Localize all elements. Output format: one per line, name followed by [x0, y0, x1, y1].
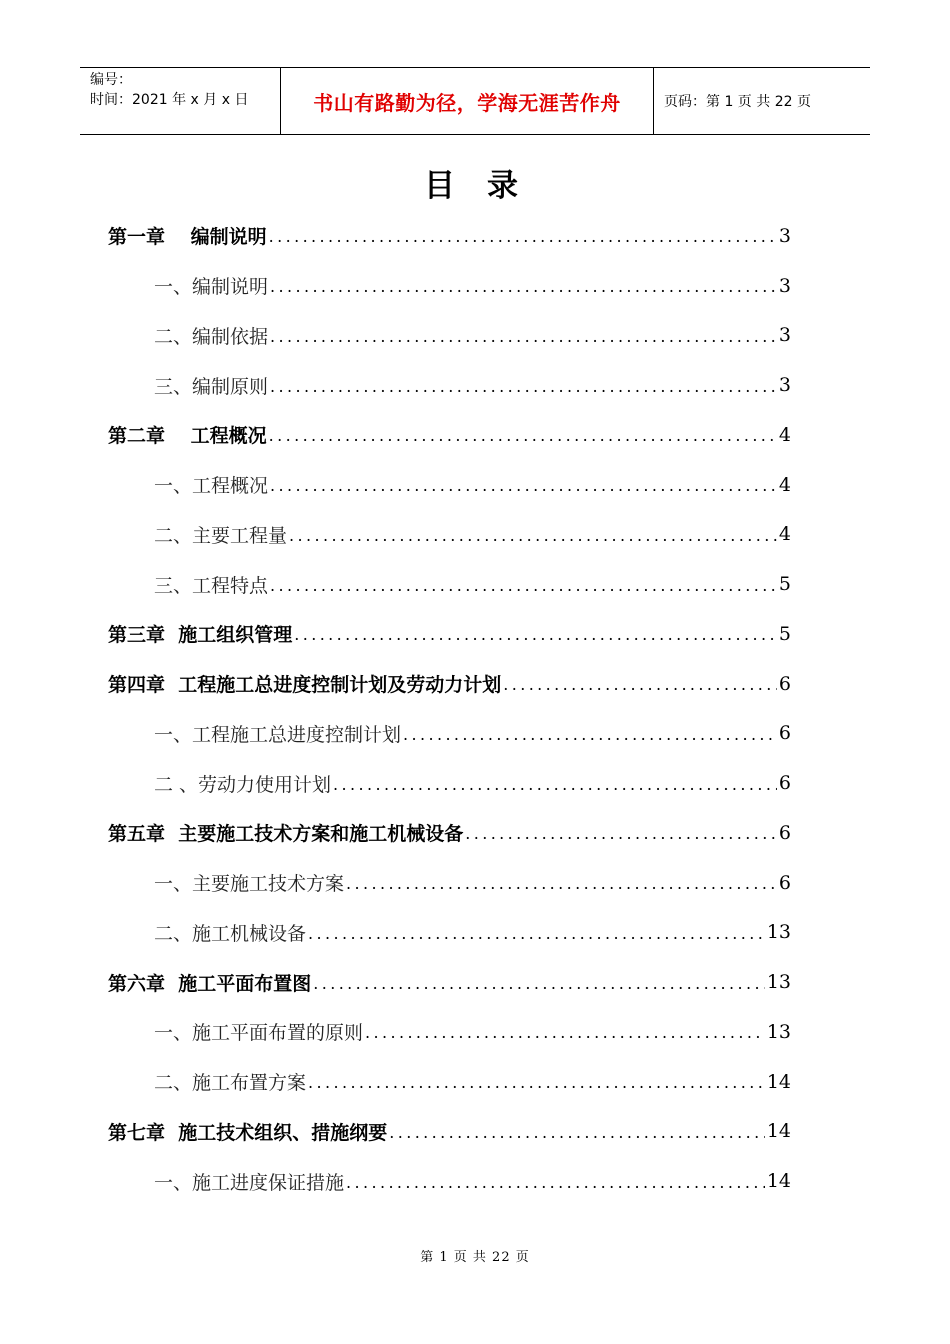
toc-chapter-entry[interactable]: [108, 211, 791, 261]
toc-dot-leader: [268, 576, 777, 595]
toc-section-entry[interactable]: [108, 1057, 791, 1107]
toc-entry-label: 第六章 施工平面布置图: [108, 972, 312, 995]
page-header: [80, 67, 870, 135]
toc-entry-page-number: 14: [766, 1120, 791, 1143]
header-motto: 书山有路勤为径，学海无涯苦作舟: [280, 68, 654, 134]
toc-dot-leader: [306, 924, 765, 943]
toc-dot-leader: [463, 824, 777, 843]
toc-dot-leader: [344, 874, 777, 893]
toc-entry-label: 第四章 工程施工总进度控制计划及劳动力计划: [108, 674, 502, 697]
toc-entry-page-number: 6: [778, 821, 791, 844]
toc-dot-leader: [311, 974, 765, 993]
toc-entry-label: 二、施工布置方案: [154, 1072, 307, 1095]
toc-section-entry[interactable]: [108, 1007, 791, 1057]
toc-entry-page-number: 13: [766, 971, 791, 994]
toc-entry-page-number: 13: [766, 921, 791, 944]
toc-section-entry[interactable]: [108, 559, 791, 609]
toc-section-entry[interactable]: [108, 261, 791, 311]
toc-entry-page-number: 6: [778, 672, 791, 695]
toc-dot-leader: [268, 377, 777, 396]
toc-entry-label: 第三章 施工组织管理: [108, 624, 293, 647]
toc-dot-leader: [501, 675, 777, 694]
toc-entry-label: 二、主要工程量: [154, 524, 288, 547]
toc-entry-page-number: 4: [778, 523, 791, 546]
toc-section-entry[interactable]: [108, 510, 791, 560]
toc-entry-page-number: 14: [766, 1070, 791, 1093]
document-date: 时间：2021 年 x 月 x 日: [90, 92, 249, 108]
toc-dot-leader: [363, 1023, 765, 1042]
toc-dot-leader: [267, 426, 777, 445]
toc-chapter-entry[interactable]: [108, 659, 791, 709]
toc-dot-leader: [344, 1173, 765, 1192]
toc-title: 目录: [424, 168, 550, 204]
toc-entry-page-number: 3: [778, 224, 791, 247]
toc-dot-leader: [287, 526, 777, 545]
toc-entry-page-number: 13: [766, 1020, 791, 1043]
toc-chapter-entry[interactable]: [108, 957, 791, 1007]
toc-entry-label: 二、施工机械设备: [154, 922, 307, 945]
toc-entry-page-number: 6: [778, 772, 791, 795]
toc-section-entry[interactable]: [108, 460, 791, 510]
toc-section-entry[interactable]: [108, 858, 791, 908]
toc-entry-label: 一、施工进度保证措施: [154, 1171, 345, 1194]
toc-chapter-entry[interactable]: [108, 609, 791, 659]
toc-entry-page-number: 6: [778, 871, 791, 894]
toc-section-entry[interactable]: [108, 360, 791, 410]
toc-entry-label: 第二章 工程概况: [108, 425, 267, 448]
toc-dot-leader: [268, 277, 777, 296]
toc-entry-page-number: 3: [778, 274, 791, 297]
toc-entry-label: 一、工程施工总进度控制计划: [154, 723, 402, 746]
toc-entry-label: 一、编制说明: [154, 276, 269, 299]
toc-entry-label: 第一章 编制说明: [108, 226, 267, 249]
toc-dot-leader: [267, 227, 777, 246]
toc-section-entry[interactable]: [108, 758, 791, 808]
header-page-info: 页码：第 1 页 共 22 页: [664, 94, 811, 110]
toc-dot-leader: [401, 725, 777, 744]
toc-entry-label: 第五章 主要施工技术方案和施工机械设备: [108, 823, 464, 846]
toc-section-entry[interactable]: [108, 311, 791, 361]
toc-chapter-entry[interactable]: [108, 410, 791, 460]
toc-entry-page-number: 5: [778, 622, 791, 645]
toc-entry-label: 二、编制依据: [154, 325, 269, 348]
toc-dot-leader: [292, 625, 777, 644]
toc-entry-page-number: 4: [778, 473, 791, 496]
toc-entry-label: 二 、劳动力使用计划: [154, 773, 332, 796]
page-footer: 第 1 页 共 22 页: [420, 1250, 530, 1265]
toc-chapter-entry[interactable]: [108, 1107, 791, 1157]
toc-entry-label: 一、施工平面布置的原则: [154, 1022, 364, 1045]
toc-dot-leader: [387, 1123, 765, 1142]
toc-dot-leader: [306, 1073, 765, 1092]
toc-entry-label: 第七章 施工技术组织、措施纲要: [108, 1121, 388, 1144]
table-of-contents: [108, 211, 791, 1206]
document-number-label: 编号：: [90, 72, 132, 88]
toc-dot-leader: [331, 775, 777, 794]
toc-dot-leader: [268, 327, 777, 346]
toc-section-entry[interactable]: [108, 1156, 791, 1206]
toc-section-entry[interactable]: [108, 709, 791, 759]
toc-entry-page-number: 14: [766, 1170, 791, 1193]
header-meta: [80, 68, 280, 134]
toc-dot-leader: [268, 476, 777, 495]
toc-chapter-entry[interactable]: [108, 808, 791, 858]
toc-entry-label: 三、工程特点: [154, 574, 269, 597]
toc-entry-page-number: 5: [778, 573, 791, 596]
toc-entry-label: 一、主要施工技术方案: [154, 873, 345, 896]
toc-section-entry[interactable]: [108, 908, 791, 958]
toc-entry-page-number: 6: [778, 722, 791, 745]
toc-entry-label: 一、工程概况: [154, 475, 269, 498]
toc-entry-page-number: 3: [778, 374, 791, 397]
toc-entry-page-number: 4: [778, 423, 791, 446]
toc-entry-page-number: 3: [778, 324, 791, 347]
toc-entry-label: 三、编制原则: [154, 375, 269, 398]
